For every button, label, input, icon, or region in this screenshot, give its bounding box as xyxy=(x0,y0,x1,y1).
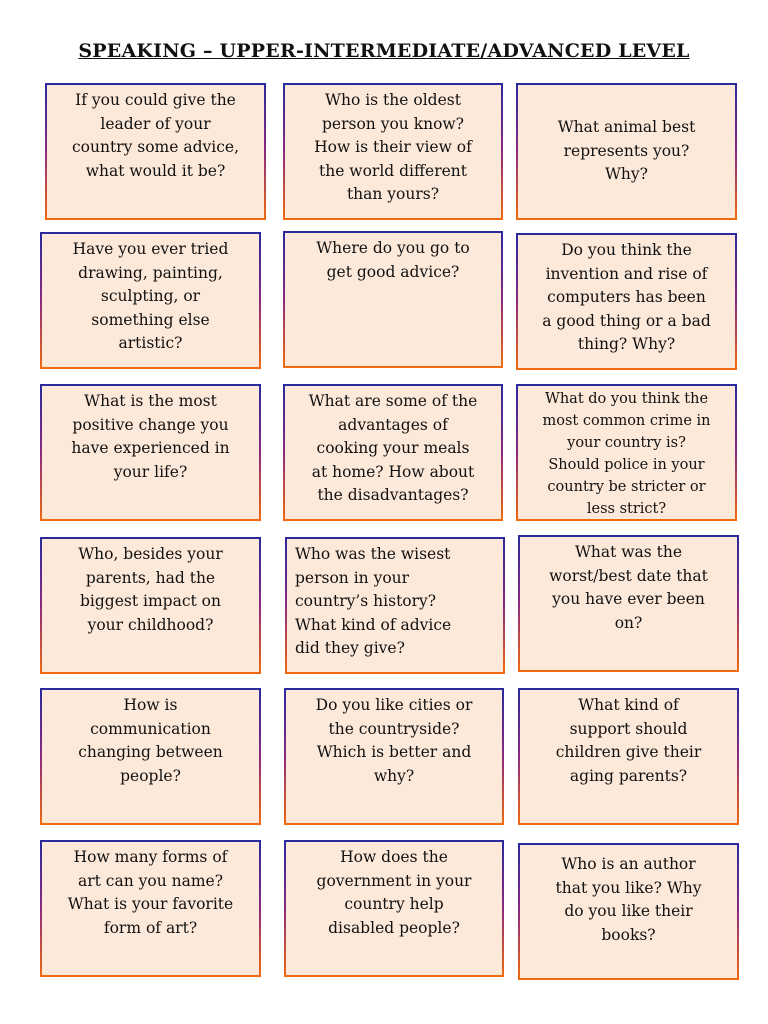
card-line: than yours? xyxy=(346,185,440,203)
card-line: country some advice, xyxy=(71,138,240,156)
card-line: Which is better and xyxy=(316,743,472,761)
question-card xyxy=(40,384,261,521)
card-line: books? xyxy=(601,925,656,944)
card-line: Where do you go to xyxy=(316,239,470,257)
card-line: computers has been xyxy=(547,288,706,306)
question-card xyxy=(283,231,503,368)
card-line: why? xyxy=(373,766,415,785)
card-line: the world different xyxy=(319,161,467,180)
card-line: you have ever been xyxy=(552,590,705,608)
card-line: your childhood? xyxy=(87,615,214,634)
card-line: biggest impact on xyxy=(80,592,221,610)
card-line: the countryside? xyxy=(328,719,460,738)
card-line: that you like? Why xyxy=(555,878,702,897)
card-line: person in your xyxy=(295,568,410,587)
question-card xyxy=(45,83,266,220)
question-card xyxy=(284,688,504,825)
card-line: on? xyxy=(614,613,643,632)
card-line: your life? xyxy=(113,462,188,481)
card-line: Have you ever tried xyxy=(72,240,229,258)
card-line: What are some of the xyxy=(308,392,478,410)
card-line: Do you think the xyxy=(561,241,692,259)
card-line: form of art? xyxy=(103,918,198,937)
card-line: changing between xyxy=(78,743,223,761)
card-line: country be stricter or xyxy=(547,479,706,495)
question-card xyxy=(283,384,503,521)
card-line: disabled people? xyxy=(328,918,460,937)
card-line: artistic? xyxy=(118,334,183,352)
card-line: your country is? xyxy=(567,435,686,451)
card-line: What is the most xyxy=(84,392,217,410)
card-line: people? xyxy=(120,766,181,785)
card-line: communication xyxy=(90,719,211,738)
card-line: What was the xyxy=(574,543,683,561)
card-line: the disadvantages? xyxy=(317,486,469,504)
question-card xyxy=(40,840,261,977)
card-line: something else xyxy=(91,310,210,329)
card-line: What kind of advice xyxy=(295,615,452,634)
card-line: What is your favorite xyxy=(67,895,234,913)
card-line: represents you? xyxy=(563,141,690,160)
card-line: What animal best xyxy=(557,118,696,137)
question-card xyxy=(518,688,739,825)
card-line: aging parents? xyxy=(569,766,688,785)
card-line: parents, had the xyxy=(85,568,216,587)
card-line: How is their view of xyxy=(314,138,472,156)
card-line: Who was the wisest xyxy=(295,545,451,563)
question-card xyxy=(283,83,503,220)
card-line: Do you like cities or xyxy=(315,696,473,714)
card-line: invention and rise of xyxy=(545,264,708,283)
card-line: Who is the oldest xyxy=(325,91,461,109)
card-line: thing? Why? xyxy=(577,335,676,353)
card-line: Who, besides your xyxy=(78,545,223,563)
card-line: art can you name? xyxy=(77,871,224,890)
card-line: less strict? xyxy=(586,501,667,517)
question-card xyxy=(516,384,737,521)
question-card xyxy=(284,840,504,977)
card-line: leader of your xyxy=(100,114,211,133)
card-line: get good advice? xyxy=(326,262,460,281)
question-card xyxy=(40,537,261,674)
card-line: How is xyxy=(123,696,178,714)
card-line: do you like their xyxy=(564,902,693,920)
card-line: country’s history? xyxy=(295,592,437,610)
page-title: SPEAKING – UPPER-INTERMEDIATE/ADVANCED LEVEL xyxy=(78,40,690,62)
card-line: drawing, painting, xyxy=(78,263,223,282)
card-line: Why? xyxy=(605,165,648,184)
card-line: How does the xyxy=(340,848,448,866)
card-line: support should xyxy=(569,719,688,738)
card-line: cooking your meals xyxy=(316,439,470,457)
question-card xyxy=(40,232,261,369)
card-line: advantages of xyxy=(338,415,448,434)
card-line: a good thing or a bad xyxy=(542,311,711,330)
card-line: children give their xyxy=(555,743,702,761)
card-line: what would it be? xyxy=(85,161,226,180)
card-line: have experienced in xyxy=(71,439,230,457)
card-line: positive change you xyxy=(72,415,229,434)
card-line: person you know? xyxy=(322,114,464,133)
card-line: most common crime in xyxy=(542,413,711,429)
card-line: What kind of xyxy=(578,696,679,714)
question-card xyxy=(518,843,739,980)
card-line: government in your xyxy=(316,871,472,890)
card-line: Who is an author xyxy=(561,855,696,873)
card-line: at home? How about xyxy=(311,462,475,481)
question-card xyxy=(285,537,505,674)
card-line: sculpting, or xyxy=(100,287,201,305)
card-line: did they give? xyxy=(295,639,405,657)
card-line: What do you think the xyxy=(544,391,709,407)
question-card xyxy=(516,83,737,220)
card-line: How many forms of xyxy=(73,848,228,866)
card-line: If you could give the xyxy=(75,91,236,109)
question-card xyxy=(518,535,739,672)
question-card xyxy=(516,233,737,370)
card-line: country help xyxy=(344,895,444,913)
card-line: Should police in your xyxy=(548,457,705,473)
card-line: worst/best date that xyxy=(549,566,708,585)
question-card xyxy=(40,688,261,825)
